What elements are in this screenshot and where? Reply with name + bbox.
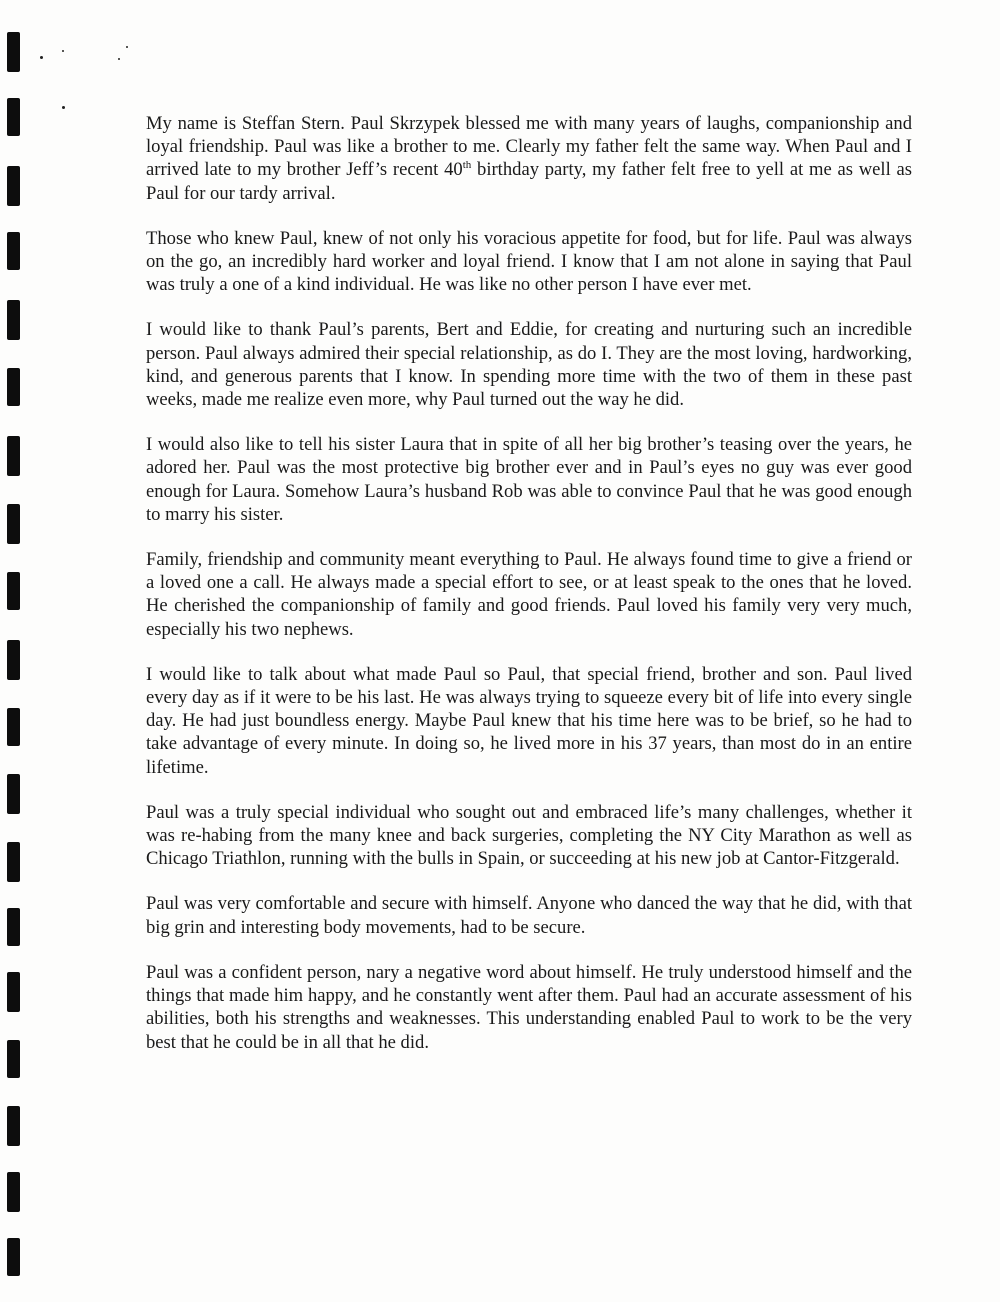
punch-hole (7, 1238, 20, 1276)
paragraph: Paul was a confident person, nary a negative word about himself. He truly understood himself and the things that made him happy, and he constantly went after them. Paul had an accurate assessment of his abilities, both his strengths and weaknesses. This understanding enabled Paul to work to be the very best that he could be in all that he did. (146, 961, 912, 1053)
paragraph: I would like to talk about what made Paul so Paul, that special friend, brother and son. Paul lived every day as if it were to be his last. He was always trying to squeeze every bit of life into every single day. He had just boundless energy. Maybe Paul knew that his time here was to be brief, so he had to take advantage of every minute. In doing so, he lived more in his 37 years, than most do in an entire lifetime. (146, 663, 912, 778)
punch-hole (7, 232, 20, 270)
scan-speck (62, 106, 65, 109)
paragraph: Paul was very comfortable and secure with himself. Anyone who danced the way that he did, with that big grin and interesting body movements, had to be secure. (146, 893, 912, 938)
punch-hole (7, 504, 20, 544)
punch-hole (7, 368, 20, 406)
punch-hole (7, 972, 20, 1012)
scan-speck (118, 58, 120, 60)
punch-hole (7, 842, 20, 882)
punch-hole (7, 32, 20, 72)
punch-hole (7, 908, 20, 946)
punch-hole (7, 774, 20, 814)
punch-hole (7, 1172, 20, 1212)
binding-punch-holes (0, 0, 40, 1302)
punch-hole (7, 640, 20, 680)
paragraph-text: My name is Steffan Stern. Paul Skrzypek blessed me with many years of laughs, companionship and loyal friendship. Paul was like a brother to me. Clearly my father felt the same way. When Paul and I arrived late to my brother Jeff’s recent 40 (146, 113, 912, 181)
punch-hole (7, 300, 20, 340)
punch-hole (7, 98, 20, 136)
ordinal-suffix: th (462, 159, 472, 172)
paragraph: I would also like to tell his sister Laura that in spite of all her big brother’s teasing over the years, he adored her. Paul was the most protective big brother ever and in Paul’s eyes no guy was ever good enough for Laura. Somehow Laura’s husband Rob was able to convince Paul that he was good enough to marry his sister. (146, 434, 912, 525)
punch-hole (7, 436, 20, 476)
punch-hole (7, 166, 20, 206)
paragraph: Family, friendship and community meant everything to Paul. He always found time to give a friend or a loved one a call. He always made a special effort to see, or at least speak to the ones that he loved. He cherished the companionship of family and good friends. Paul loved his family very very much, especially his two nephews. (146, 549, 912, 640)
paragraph: Those who knew Paul, knew of not only his voracious appetite for food, but for life. Paul was always on the go, an incredibly hard worker and loyal friend. I know that I am not alone in saying that Paul was truly a one of a kind individual. He was like no other person I have ever met. (146, 227, 912, 296)
punch-hole (7, 1106, 20, 1146)
scan-speck (62, 50, 64, 52)
paragraph-text: birthday party, my father felt free to yell at me as well as Paul for our tardy arrival. (146, 159, 912, 204)
punch-hole (7, 572, 20, 610)
scan-speck (40, 56, 43, 59)
punch-hole (7, 708, 20, 746)
paragraph (146, 112, 912, 205)
letter-body (146, 112, 912, 1076)
scan-speck (126, 46, 128, 48)
paragraph: I would like to thank Paul’s parents, Bert and Eddie, for creating and nurturing such an incredible person. Paul always admired their special relationship, as do I. They are the most loving, hardworking, kind, and generous parents that I know. In spending more time with the two of them in these past weeks, made me realize even more, why Paul turned out the way he did. (146, 319, 912, 411)
punch-hole (7, 1040, 20, 1078)
paragraph: Paul was a truly special individual who sought out and embraced life’s many challenges, whether it was re-habing from the many knee and back surgeries, completing the NY City Marathon as well as Chicago Triathlon, running with the bulls in Spain, or succeeding at his new job at Cantor-Fitzgerald. (146, 801, 912, 870)
